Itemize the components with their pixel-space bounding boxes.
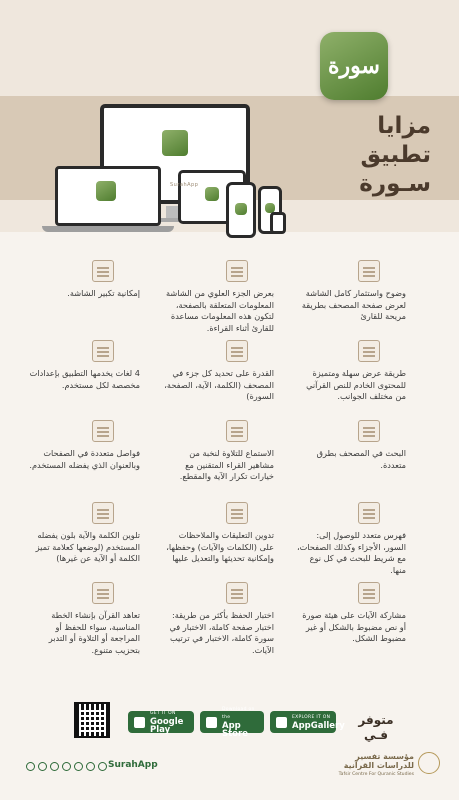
share-icon (358, 582, 380, 604)
tiktok-icon[interactable] (26, 762, 35, 771)
app-logo: سورة (320, 32, 388, 100)
appstore-big: App Store (222, 721, 248, 739)
feature-text: 4 لغات يخدمها التطبيق بإعدادات مخصصة لكل مستخدم. (29, 368, 140, 390)
social-handle[interactable]: SurahApp (108, 760, 158, 770)
feature-text: طريقة عرض سهلة ومتميزة للمحتوى الخادم للنص القرآني من مختلف الجوانب. (306, 368, 406, 401)
appgallery-button[interactable] (270, 711, 345, 733)
info-icon (226, 260, 248, 282)
tablet-screen-logo (205, 187, 219, 201)
feature-text: بعرض الجزء العلوي من الشاشة المعلومات المتعلقة بالصفحة، لتكون هذه المعلومات مساعدة للقارئ أثناء القراءة. (166, 288, 274, 333)
org-name-en: Tafsir Centre For Quranic Studies (338, 772, 414, 777)
feature-text: تعاهد القرآن بإنشاء الخطة المناسبة، سواء للحفظ أو المراجعة أو التلاوة أو التدبر بتحزيب متنوع. (48, 610, 140, 655)
phone-device (226, 182, 256, 238)
laptop-base (42, 226, 174, 232)
feature-text: فهرس متعدد للوصول إلى: السور، الأجزاء وكذلك الصفحات، مع شريط للبحث في كل نوع منها. (296, 530, 406, 575)
telegram-icon[interactable] (62, 762, 71, 771)
feature-text: تدوين التعليقات والملاحظات على (الكلمات والآيات) وحفظها، وإمكانية تحديثها والتعديل عليها (166, 530, 274, 563)
googleplay-big: Google Play (150, 717, 184, 735)
language-icon (92, 340, 114, 362)
apple-icon (206, 717, 217, 728)
laptop-screen-logo (96, 181, 116, 201)
feature-text: إمكانية تكبير الشاشة. (67, 288, 140, 298)
snapchat-icon[interactable] (38, 762, 47, 771)
youtube-icon[interactable] (74, 762, 83, 771)
headphones-icon (226, 420, 248, 442)
feature-text: فواصل متعددة في الصفحات وبالعنوان الذي يفضله المستخدم. (29, 448, 140, 470)
plan-icon (92, 582, 114, 604)
select-icon (226, 340, 248, 362)
monitor-screen-logo (162, 130, 188, 156)
org-logo-icon (418, 752, 440, 774)
laptop-device (55, 166, 161, 226)
x-icon[interactable] (98, 762, 107, 771)
hero-top-band (0, 0, 459, 96)
googleplay-small: GET IT ON (150, 711, 176, 716)
org-name (318, 752, 414, 777)
feature-text: تلوين الكلمة والآية بلون يفضله المستخدم (لوضعها كعلامة تميز الكلمة أو الآية عن غيرها) (35, 530, 140, 563)
title-line-1: مزايا (377, 113, 431, 139)
google-play-icon (134, 717, 145, 728)
page-icon (358, 260, 380, 282)
feature-text: وضوح واستثمار كامل الشاشة لعرض صفحة المصحف بطريقة مريحة للقارئ (301, 288, 406, 321)
availability-line-1: متوفر (358, 713, 394, 727)
page-title (311, 112, 431, 199)
test-icon (226, 582, 248, 604)
googleplay-button[interactable] (128, 711, 194, 733)
instagram-icon[interactable] (50, 762, 59, 771)
feature-text: البحث في المصحف بطرق متعددة. (316, 448, 406, 470)
huawei-icon (276, 717, 287, 728)
social-icons (26, 762, 107, 771)
watch-device (270, 212, 286, 234)
org-name-ar: مؤسسة تفسير للدراسات القرآنية (343, 752, 414, 770)
appstore-button[interactable] (200, 707, 264, 739)
feature-text: اختبار الحفظ بأكثر من طريقة: اختبار صفحة كاملة، الاختبار في سورة كاملة، الاختبار في ترتيب الآيات. (169, 610, 274, 655)
availability-line-2: فـي (363, 728, 389, 742)
feature-text: مشاركة الآيات على هيئة صورة أو نص مضبوط بالشكل أو غير مضبوط الشكل. (302, 610, 406, 643)
color-icon (92, 502, 114, 524)
title-line-2: تطبيق (360, 142, 431, 168)
feature-text: الاستماع للتلاوة لنخبة من مشاهير القراء المتقنين مع خيارات تكرار الآية والمقطع. (179, 448, 274, 481)
zoom-icon (92, 260, 114, 282)
title-line-3: سـورة (359, 171, 431, 197)
appgallery-small: EXPLORE IT ON (292, 715, 331, 720)
phone-screen-logo (235, 203, 247, 215)
availability-label (352, 713, 400, 743)
search-icon (358, 420, 380, 442)
qr-code[interactable] (74, 702, 110, 738)
screen-caption: SurahApp (170, 182, 199, 188)
note-icon (226, 502, 248, 524)
book-icon (358, 340, 380, 362)
facebook-icon[interactable] (86, 762, 95, 771)
appgallery-big: AppGallery (292, 721, 345, 731)
appstore-small: Download on the (222, 707, 255, 720)
feature-text: القدرة على تحديد كل جزء في المصحف (الكلمة، الآية، الصفحة، السورة) (164, 368, 274, 401)
bookmark-icon (92, 420, 114, 442)
index-icon (358, 502, 380, 524)
